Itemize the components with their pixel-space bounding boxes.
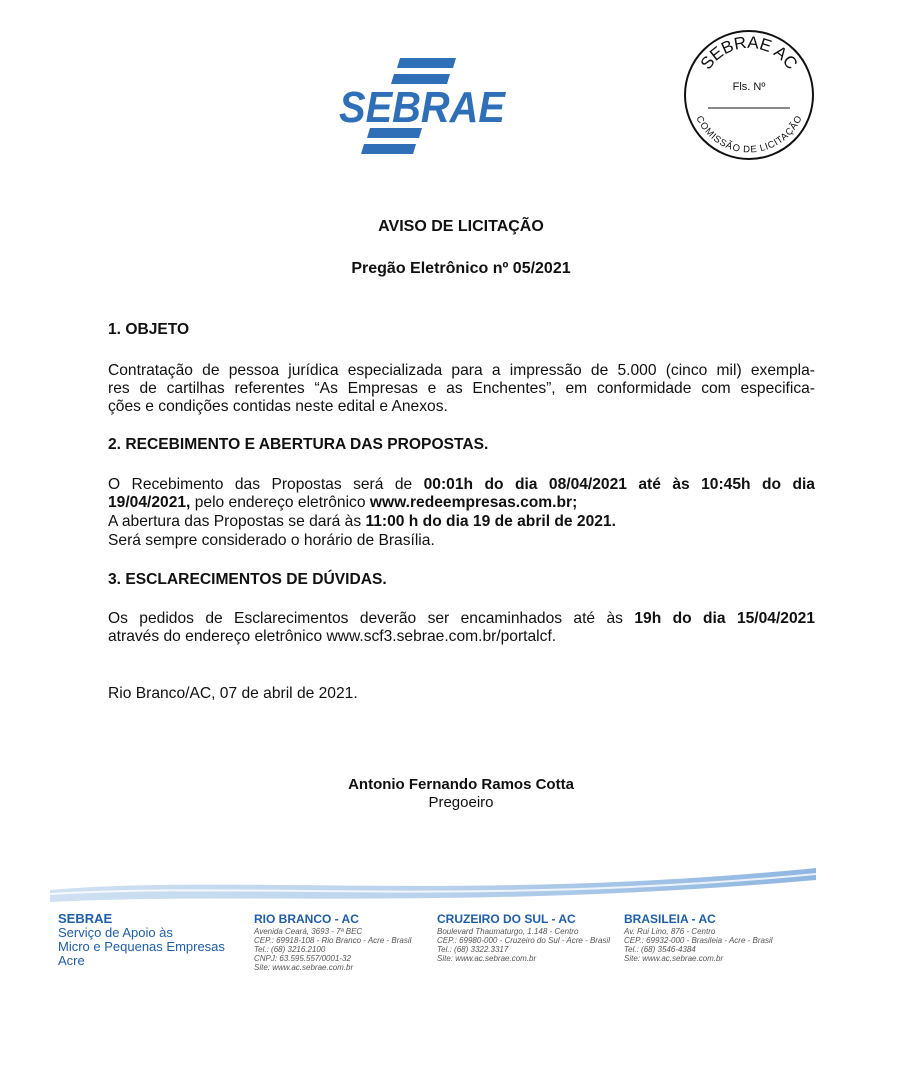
office-line: CEP.: 69980-000 - Cruzeiro do Sul - Acre - Brasil	[437, 936, 610, 945]
office-line: CNPJ: 63.595.557/0001-32	[254, 954, 351, 963]
office-line: Boulevard Thaumaturgo, 1.148 - Centro	[437, 927, 579, 936]
stamp-top-text: SEBRAE AC	[696, 32, 802, 73]
section-1-line-3: ções e condições contidas neste edital e Anexos.	[108, 398, 448, 415]
stamp-bottom-text: COMISSÃO DE LICITAÇÃO	[693, 114, 805, 156]
date-line: Rio Branco/AC, 07 de abril de 2021.	[108, 685, 358, 702]
office-city: CRUZEIRO DO SUL - AC	[437, 912, 576, 926]
office-line: Tel.: (68) 3216.2100	[254, 945, 326, 954]
section-3-line-1: Os pedidos de Esclarecimentos deverão ser encaminhados até às 19h do dia 15/04/2021	[108, 610, 815, 627]
svg-text:SEBRAE AC	[697, 33, 802, 73]
section-1-line-2: res de cartilhas referentes “As Empresas e as Enchentes”, em conformidade com especifica-	[108, 380, 815, 397]
office-line: Avenida Ceará, 3693 - 7ª BEC	[254, 927, 363, 936]
svg-text:COMISSÃO DE LICITAÇÃO	[693, 114, 804, 155]
office-line: Site: www.ac.sebrae.com.br	[437, 954, 537, 963]
office-line: CEP.: 69918-108 - Rio Branco - Acre - Brasil	[254, 936, 412, 945]
office-city: BRASILEIA - AC	[624, 912, 716, 926]
office-line: Tel.: (68) 3322.3317	[437, 945, 509, 954]
document-title: AVISO DE LICITAÇÃO	[378, 218, 544, 235]
office-line: CEP.: 69932-000 - Brasileia - Acre - Brasil	[624, 936, 773, 945]
signature-name: Antonio Fernando Ramos Cotta	[348, 776, 574, 793]
section-3-line-2: através do endereço eletrônico www.scf3.sebrae.com.br/portalcf.	[108, 628, 557, 645]
office-line: Tel.: (68) 3546-4384	[624, 945, 696, 954]
section-3-heading: 3. ESCLARECIMENTOS DE DÚVIDAS.	[108, 571, 387, 588]
section-2-line-4: Será sempre considerado o horário de Brasília.	[108, 532, 435, 549]
footer-org-name: SEBRAE	[58, 911, 113, 926]
footer-office-brasileia	[624, 912, 773, 963]
office-line: Site: www.ac.sebrae.com.br	[624, 954, 724, 963]
office-line: Av. Rui Lino, 876 - Centro	[624, 927, 716, 936]
footer-org-line: Acre	[58, 953, 85, 968]
section-2-line-3: A abertura das Propostas se dará às 11:00 h do dia 19 de abril de 2021.	[108, 513, 616, 530]
sebrae-logo	[336, 58, 508, 154]
footer-org-line: Serviço de Apoio às	[58, 925, 173, 940]
svg-text:SEBRAE: SEBRAE	[339, 83, 507, 132]
office-line: Site: www.ac.sebrae.com.br	[254, 963, 354, 972]
stamp-label: Fls. Nº	[732, 81, 766, 93]
protocol-stamp	[682, 28, 816, 162]
document-subtitle: Pregão Eletrônico nº 05/2021	[351, 260, 571, 277]
footer-office-cruzeiro-do-sul	[437, 912, 610, 963]
footer-wave-decoration	[50, 862, 816, 912]
footer-office-rio-branco	[254, 912, 411, 972]
section-1-line-1: Contratação de pessoa jurídica especializada para a impressão de 5.000 (cinco mil) exempla-	[108, 362, 815, 379]
footer-organization	[58, 912, 225, 968]
section-2-line-2: 19/04/2021, pelo endereço eletrônico www.redeempresas.com.br;	[108, 494, 578, 511]
signature-role: Pregoeiro	[428, 794, 494, 811]
footer-org-line: Micro e Pequenas Empresas	[58, 939, 225, 954]
section-1-heading: 1. OBJETO	[108, 321, 190, 338]
section-2-heading: 2. RECEBIMENTO E ABERTURA DAS PROPOSTAS.	[108, 436, 489, 453]
office-city: RIO BRANCO - AC	[254, 912, 359, 926]
section-2-line-1: O Recebimento das Propostas será de 00:01h do dia 08/04/2021 até às 10:45h do dia	[108, 476, 815, 493]
